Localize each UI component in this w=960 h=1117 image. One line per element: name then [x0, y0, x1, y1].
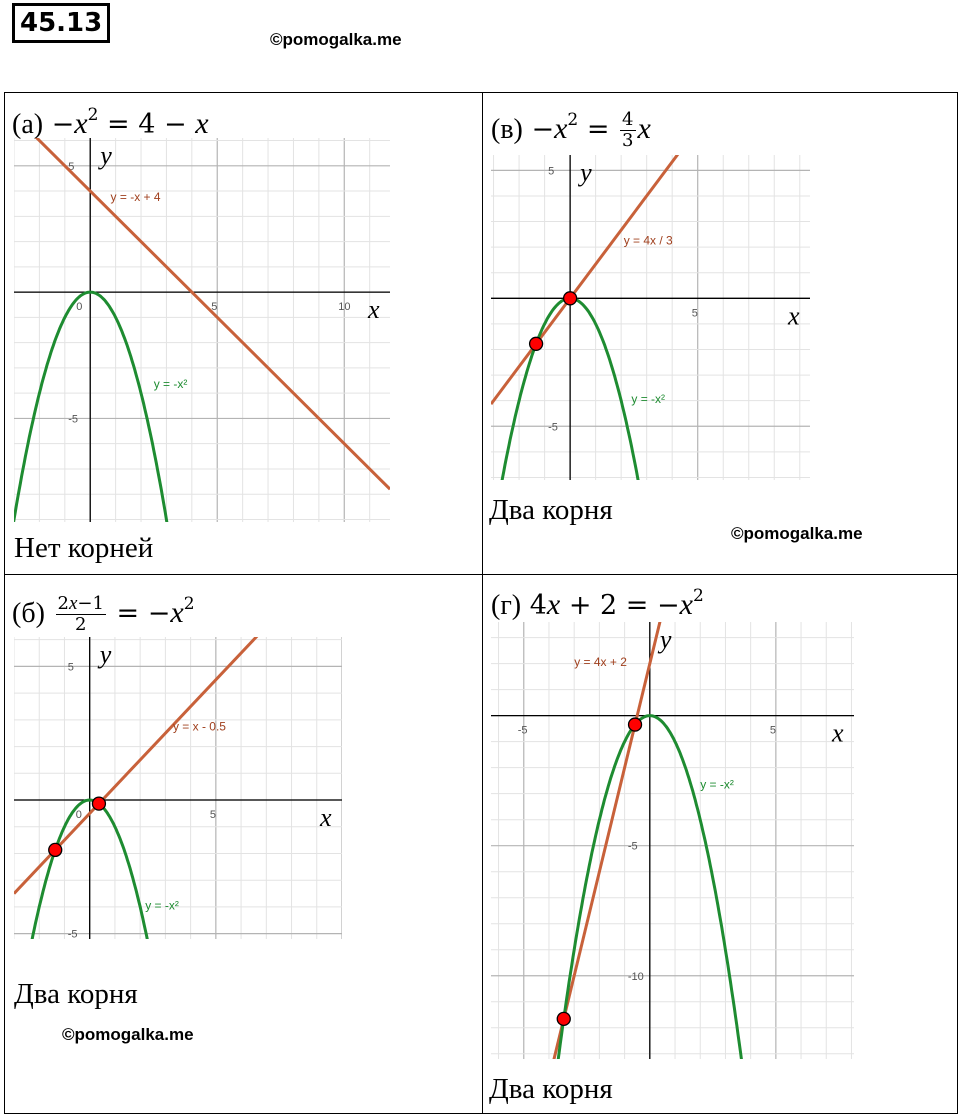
intersection-point [530, 337, 543, 350]
x-tick-label: 5 [691, 307, 698, 320]
series-line-label: y = 4x / 3 [623, 233, 673, 248]
x-axis-label: x [368, 295, 380, 325]
y-tick-label: -5 [68, 413, 78, 426]
panel-label-g: (г) [491, 590, 522, 621]
x-axis-label: x [832, 718, 844, 748]
chart-v [491, 155, 810, 480]
watermark-v: ©pomogalka.me [731, 524, 863, 543]
fraction-4-3: $\frac{4}{3}$ [622, 109, 634, 151]
answer-g: Два корня [489, 1073, 613, 1105]
y-tick-label: -5 [548, 421, 558, 434]
watermark-top: ©pomogalka.me [270, 30, 402, 49]
series-parabola [491, 298, 698, 480]
watermark-b: ©pomogalka.me [62, 1025, 194, 1044]
intersection-point [564, 292, 577, 305]
table-divider-vertical [482, 93, 483, 1113]
x-tick-label: 5 [209, 809, 216, 822]
series-line [14, 637, 342, 894]
x-tick-label: 10 [338, 301, 351, 314]
answer-v: Два корня [489, 494, 613, 526]
series-parabola-label: y = -x² [700, 777, 734, 792]
x-tick-label: 5 [769, 724, 776, 737]
intersection-point [49, 843, 62, 856]
equation-g: (г) $4x + 2 = -x^2$ [491, 586, 704, 621]
answer-b: Два корня [14, 978, 138, 1010]
series-line-label: y = 4x + 2 [574, 655, 627, 670]
x-axis-label: x [320, 803, 332, 833]
x-axis-label: x [788, 301, 800, 331]
x-tick-label: -5 [517, 724, 528, 737]
y-axis-label: y [99, 640, 112, 669]
x-tick-label: 0 [76, 301, 83, 314]
y-tick-label: 5 [68, 160, 75, 173]
chart-g [491, 622, 854, 1059]
fraction-2x-1-2: $\frac{2x-1}{2}$ [57, 593, 104, 635]
y-axis-label: y [659, 625, 672, 654]
y-axis-label: y [100, 141, 112, 170]
y-tick-label: 5 [67, 661, 74, 674]
series-parabola-label: y = -x² [631, 392, 666, 407]
y-tick-label: 5 [548, 165, 555, 178]
series-parabola-label: y = -x² [145, 898, 179, 913]
chart-b [14, 637, 342, 939]
series-parabola-label: y = -x² [153, 377, 188, 392]
problem-number: 45.13 [12, 3, 110, 43]
y-tick-label: -5 [67, 928, 78, 939]
panel-label-b: (б) [12, 598, 45, 629]
equation-v: $(в) -x^2$ = $\frac{4}{3}$ x [491, 109, 651, 151]
equation-b: (б) $\frac{2x-1}{2}$ = $-x^2$ [12, 593, 195, 635]
x-tick-label: 5 [211, 301, 218, 314]
series-line-label: y = -x + 4 [110, 190, 161, 205]
answer-a: Нет корней [14, 532, 154, 564]
equation-a: $(а) -x^2 = 4 - x$ [12, 105, 209, 140]
series-line [491, 622, 854, 1059]
panel-label-a: (а) [12, 109, 44, 140]
table-divider-horizontal [5, 574, 957, 575]
panel-label-v: (в) [491, 114, 523, 145]
intersection-point [92, 797, 105, 810]
intersection-point [557, 1012, 570, 1025]
series-line-label: y = x - 0.5 [172, 719, 226, 734]
y-axis-label: y [580, 158, 592, 187]
x-tick-label: 0 [75, 809, 82, 822]
chart-a [14, 138, 390, 522]
y-tick-label: -5 [627, 840, 638, 853]
intersection-point [629, 718, 642, 731]
y-tick-label: -10 [627, 970, 644, 983]
series-line [491, 155, 810, 407]
